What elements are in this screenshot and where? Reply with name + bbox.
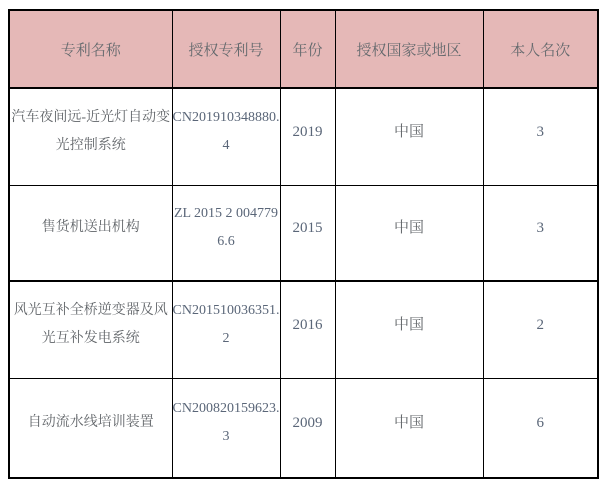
cell-year: 2009 [280, 378, 335, 478]
cell-patent-name: 售货机送出机构 [9, 185, 172, 281]
cell-region: 中国 [335, 378, 483, 478]
table-row [9, 88, 598, 185]
col-header-rank: 本人名次 [483, 10, 598, 88]
cell-patent-name: 汽车夜间远-近光灯自动变光控制系统 [9, 88, 172, 185]
cell-year: 2016 [280, 281, 335, 378]
cell-patent-name: 自动流水线培训装置 [9, 378, 172, 478]
cell-patent-number: CN201510036351.2 [172, 281, 280, 378]
header-row [9, 10, 598, 88]
cell-rank: 3 [483, 185, 598, 281]
cell-rank: 6 [483, 378, 598, 478]
cell-patent-name: 风光互补全桥逆变器及风光互补发电系统 [9, 281, 172, 378]
cell-region: 中国 [335, 185, 483, 281]
cell-year: 2019 [280, 88, 335, 185]
col-header-year: 年份 [280, 10, 335, 88]
cell-region: 中国 [335, 281, 483, 378]
table-row [9, 281, 598, 378]
cell-patent-number: CN201910348880.4 [172, 88, 280, 185]
col-header-region: 授权国家或地区 [335, 10, 483, 88]
table-row [9, 378, 598, 478]
patents-table [8, 9, 599, 479]
col-header-patent-name: 专利名称 [9, 10, 172, 88]
cell-patent-number: ZL 2015 2 0047796.6 [172, 185, 280, 281]
col-header-patent-number: 授权专利号 [172, 10, 280, 88]
table-row [9, 185, 598, 281]
cell-rank: 3 [483, 88, 598, 185]
cell-rank: 2 [483, 281, 598, 378]
cell-region: 中国 [335, 88, 483, 185]
cell-patent-number: CN200820159623.3 [172, 378, 280, 478]
cell-year: 2015 [280, 185, 335, 281]
